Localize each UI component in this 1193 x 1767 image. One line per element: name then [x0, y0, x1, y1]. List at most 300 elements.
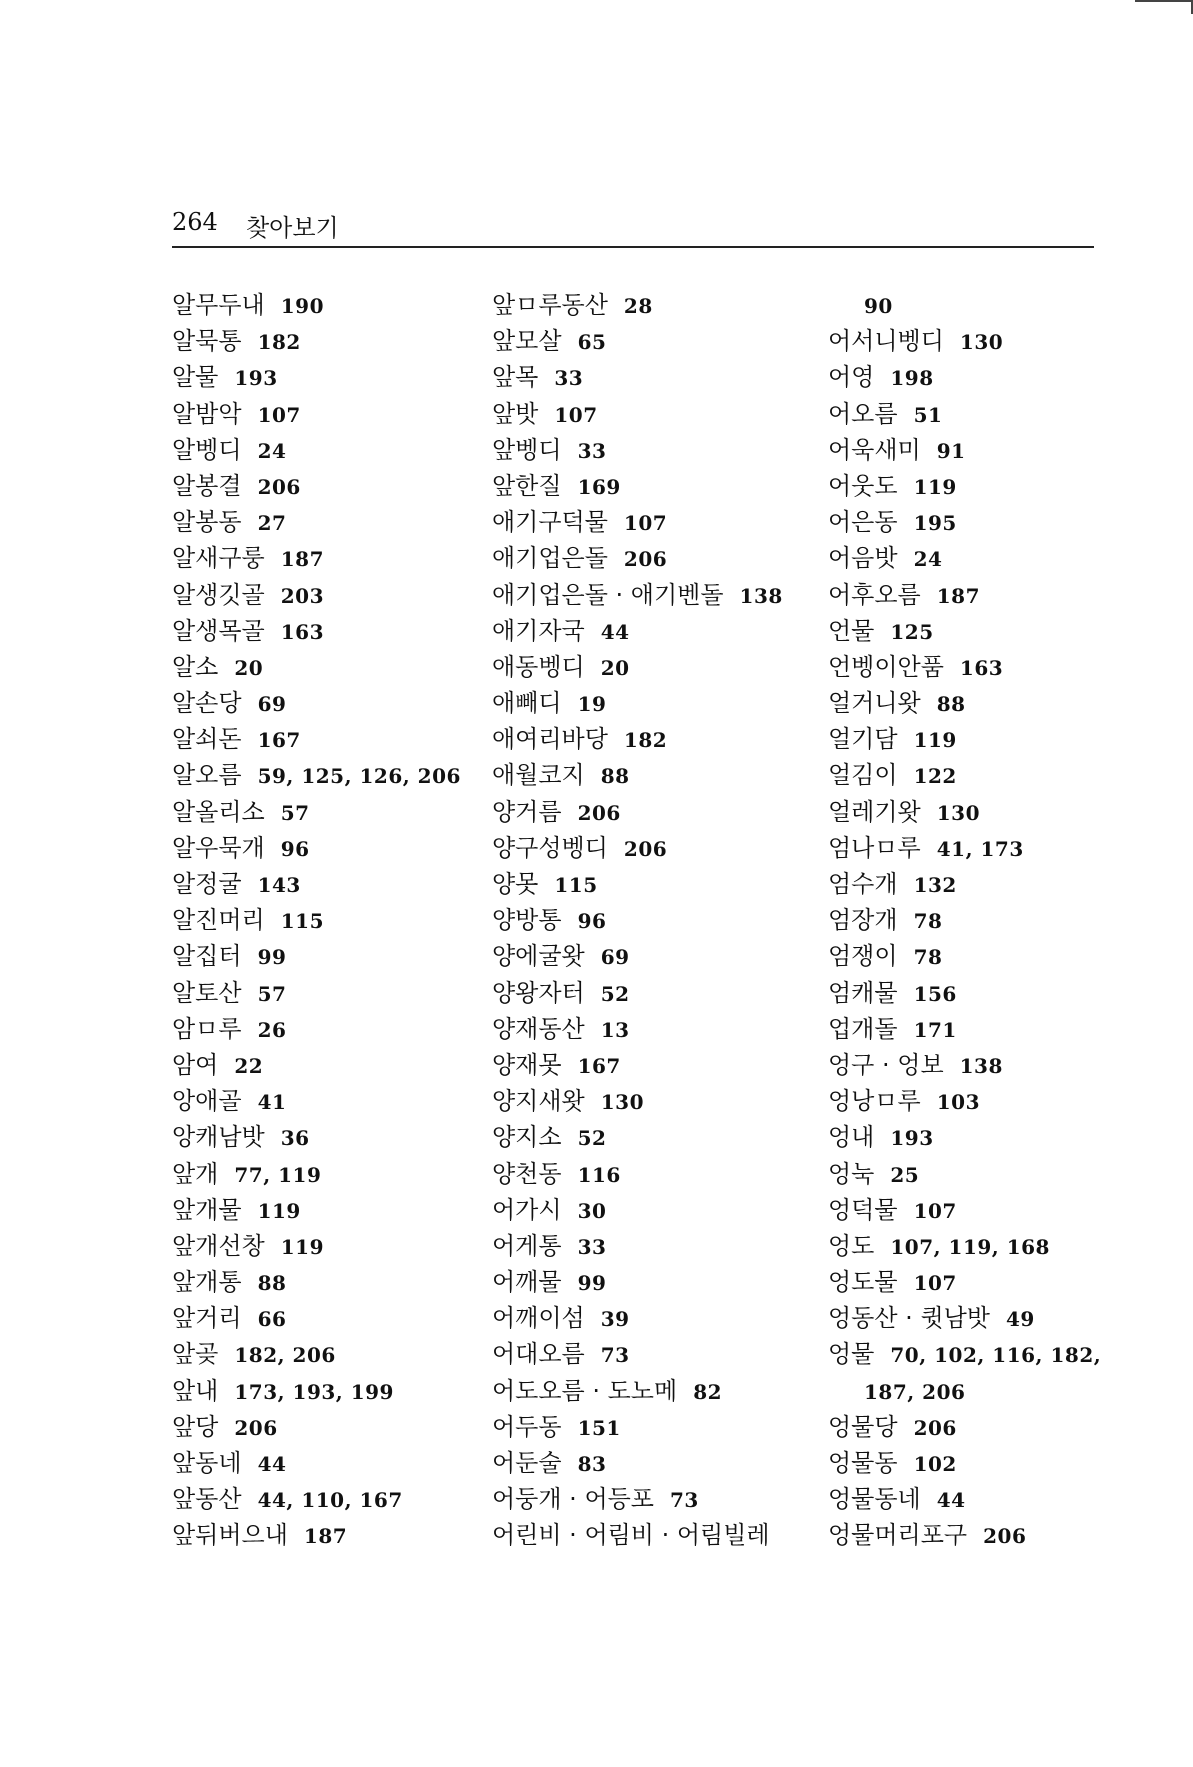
index-term: 어음밧	[828, 544, 898, 573]
index-entry	[492, 1481, 822, 1517]
index-entry	[172, 866, 482, 902]
index-term: 양왕자터	[492, 978, 585, 1007]
index-term: 엉물	[828, 1340, 875, 1369]
index-entry	[828, 721, 1128, 757]
index-page-numbers: 193	[890, 1126, 934, 1151]
index-term: 어도오름 · 도노메	[492, 1376, 678, 1405]
index-entry	[828, 649, 1128, 685]
index-page-numbers: 36	[280, 1126, 310, 1151]
index-page-numbers: 206	[257, 474, 301, 499]
index-page-numbers: 138	[959, 1053, 1003, 1078]
index-term: 알우묵개	[172, 833, 265, 862]
index-page-numbers: 90	[864, 294, 893, 318]
index-page-numbers: 83	[577, 1452, 607, 1476]
index-page-numbers: 82	[693, 1379, 723, 1404]
index-page-numbers: 19	[577, 692, 607, 717]
index-term: 어영	[828, 363, 875, 392]
index-page-numbers: 182	[257, 330, 301, 355]
index-term: 양재동산	[492, 1014, 585, 1043]
index-entry	[492, 1445, 822, 1481]
index-page-numbers: 27	[257, 511, 287, 536]
index-term: 업개돌	[828, 1014, 898, 1043]
index-entry	[492, 721, 822, 757]
index-term: 어웃도	[828, 471, 898, 500]
index-term: 앙캐남밧	[172, 1123, 265, 1152]
index-page-numbers: 77, 119	[234, 1162, 322, 1187]
index-term: 앞거리	[172, 1304, 242, 1333]
index-page-numbers: 28	[623, 294, 653, 318]
index-entry	[492, 1011, 822, 1047]
index-page-numbers: 49	[1006, 1307, 1035, 1332]
index-page-numbers: 33	[577, 438, 607, 463]
index-entry	[492, 1336, 822, 1372]
index-page-numbers: 44	[600, 619, 630, 644]
index-term: 알무두내	[172, 291, 265, 319]
index-term: 엄수개	[828, 870, 898, 898]
index-term: 어깨물	[492, 1268, 562, 1297]
index-entry	[492, 649, 822, 685]
index-term: 앞개물	[172, 1195, 242, 1224]
index-page-numbers: 59, 125, 126, 206	[257, 764, 461, 789]
index-page-numbers: 73	[670, 1488, 699, 1513]
index-entry	[172, 1011, 482, 1047]
index-term: 얼김이	[828, 761, 898, 790]
index-page-numbers: 20	[234, 655, 264, 680]
index-term: 어은동	[828, 508, 898, 537]
index-column-1	[172, 287, 482, 1554]
index-entry	[828, 287, 1128, 323]
index-entry	[172, 1119, 482, 1155]
index-term: 알진머리	[172, 906, 265, 935]
index-page-numbers: 57	[257, 981, 287, 1006]
index-entry	[492, 685, 822, 721]
index-entry	[492, 1083, 822, 1119]
index-entry	[828, 396, 1128, 432]
index-page-numbers: 88	[600, 764, 630, 789]
index-page-numbers: 24	[257, 438, 287, 463]
index-page-numbers: 20	[600, 655, 630, 680]
index-page-numbers: 182	[623, 728, 668, 753]
index-page-numbers: 130	[959, 330, 1004, 355]
index-entry	[492, 902, 822, 938]
index-page-numbers: 96	[577, 909, 607, 934]
index-entry	[172, 938, 482, 974]
index-column-2	[492, 287, 822, 1554]
index-term: 앙애골	[172, 1087, 242, 1116]
index-term: 엉물동네	[828, 1485, 921, 1514]
index-page-numbers: 73	[600, 1343, 630, 1368]
index-term: 어깨이섬	[492, 1304, 585, 1333]
index-term: 양못	[492, 870, 539, 898]
index-term: 어둥개 · 어등포	[492, 1485, 654, 1514]
index-entry	[828, 866, 1128, 902]
index-page-numbers: 206	[913, 1415, 957, 1440]
index-entry	[828, 830, 1128, 866]
index-term: 알밤악	[172, 399, 242, 428]
index-page-numbers: 187	[936, 583, 980, 608]
index-page-numbers: 203	[280, 583, 324, 608]
index-entry	[828, 1409, 1128, 1445]
index-term: 엉낭ㅁ루	[828, 1087, 921, 1116]
index-page-numbers: 69	[257, 692, 287, 717]
index-entry	[828, 1011, 1128, 1047]
index-page-numbers: 13	[600, 1017, 630, 1042]
index-term: 알새구룽	[172, 544, 265, 573]
index-term: 어둔술	[492, 1449, 562, 1477]
index-page-numbers: 119	[913, 728, 957, 753]
index-page-numbers: 163	[959, 655, 1004, 680]
index-entry	[828, 1481, 1128, 1517]
index-term: 어후오름	[828, 580, 921, 609]
index-entry	[492, 359, 822, 395]
index-term: 앞모살	[492, 327, 562, 356]
index-term: 엉내	[828, 1123, 875, 1152]
index-page-numbers: 119	[280, 1234, 324, 1259]
index-term: 알쇠돈	[172, 725, 242, 754]
index-term: 엉물당	[828, 1412, 898, 1441]
index-entry	[172, 1409, 482, 1445]
index-page-numbers: 125	[890, 619, 934, 644]
index-term: 엄나ㅁ루	[828, 833, 921, 862]
index-entry	[172, 975, 482, 1011]
page-number: 264	[172, 208, 218, 236]
index-page-numbers: 65	[577, 330, 607, 355]
index-entry	[172, 540, 482, 576]
index-entry	[492, 830, 822, 866]
index-term: 앞개선창	[172, 1231, 265, 1260]
index-page-numbers: 107	[554, 402, 598, 427]
index-entry	[172, 649, 482, 685]
index-entry	[828, 1517, 1128, 1553]
index-term: 애기구덕물	[492, 508, 608, 537]
index-term: 애여리바당	[492, 725, 608, 754]
index-term: 양천동	[492, 1159, 562, 1188]
index-page-numbers: 107	[913, 1271, 957, 1296]
index-page-numbers: 130	[600, 1090, 644, 1115]
index-entry	[492, 1264, 822, 1300]
index-entry	[172, 1373, 482, 1409]
index-term: 암ㅁ루	[172, 1014, 242, 1043]
index-entry	[828, 1228, 1128, 1264]
index-page-numbers: 102	[913, 1452, 957, 1476]
index-page-numbers: 206	[234, 1415, 278, 1440]
index-page-numbers: 190	[280, 294, 324, 318]
index-page-numbers: 39	[600, 1307, 630, 1332]
index-page-numbers: 44, 110, 167	[257, 1488, 403, 1513]
index-entry	[492, 1192, 822, 1228]
index-entry	[492, 938, 822, 974]
index-page-numbers: 91	[936, 438, 966, 463]
index-page-numbers: 88	[936, 692, 966, 717]
index-term: 엉도물	[828, 1268, 898, 1297]
index-term: 알묵통	[172, 327, 242, 356]
index-entry	[828, 1373, 1128, 1409]
index-term: 엉동산 · 큇남밧	[828, 1304, 990, 1333]
index-term: 알생깃골	[172, 580, 265, 609]
index-page-numbers: 187, 206	[864, 1379, 966, 1404]
index-page-numbers: 119	[913, 474, 957, 499]
index-term: 앞목	[492, 363, 539, 392]
index-term: 엉구 · 엉보	[828, 1050, 944, 1079]
index-term: 알벵디	[172, 435, 242, 464]
index-entry	[172, 396, 482, 432]
index-entry	[492, 794, 822, 830]
index-entry	[492, 468, 822, 504]
index-term: 애동벵디	[492, 652, 585, 681]
index-page-numbers: 78	[913, 945, 943, 970]
index-page-numbers: 41	[257, 1090, 287, 1115]
index-term: 엉물동	[828, 1449, 898, 1477]
index-page-numbers: 107	[257, 402, 301, 427]
index-entry	[172, 613, 482, 649]
index-term: 엉물머리포구	[828, 1521, 968, 1550]
index-page-numbers: 206	[983, 1524, 1027, 1549]
index-page-numbers: 107	[913, 1198, 957, 1223]
index-entry	[828, 1156, 1128, 1192]
index-term: 애기업은돌	[492, 544, 608, 573]
index-page-numbers: 107	[623, 511, 668, 536]
index-entry	[172, 1300, 482, 1336]
index-page-numbers: 78	[913, 909, 943, 934]
index-entry	[172, 685, 482, 721]
index-entry	[828, 1192, 1128, 1228]
index-entry	[172, 902, 482, 938]
index-page-numbers: 138	[739, 583, 783, 608]
index-entry	[172, 794, 482, 830]
index-term: 양구성벵디	[492, 833, 608, 862]
index-entry	[172, 577, 482, 613]
index-page-numbers: 163	[280, 619, 324, 644]
index-entry	[172, 1517, 482, 1553]
index-page-numbers: 115	[554, 873, 598, 897]
index-term: 알집터	[172, 942, 242, 971]
index-entry	[492, 323, 822, 359]
index-term: 앞동네	[172, 1449, 242, 1477]
index-page-numbers: 182, 206	[234, 1343, 336, 1368]
index-page-numbers: 26	[257, 1017, 287, 1042]
index-term: 얼거니왓	[828, 689, 921, 718]
index-entry	[172, 1481, 482, 1517]
index-page-numbers: 99	[577, 1271, 607, 1296]
index-entry	[172, 359, 482, 395]
index-entry	[492, 504, 822, 540]
index-entry	[172, 468, 482, 504]
index-term: 어린비 · 어림비 · 어림빌레	[492, 1521, 770, 1550]
index-term: 언물	[828, 616, 875, 645]
index-entry	[828, 1264, 1128, 1300]
index-page-numbers: 52	[600, 981, 630, 1006]
index-entry	[828, 504, 1128, 540]
index-entry	[828, 577, 1128, 613]
index-entry	[492, 613, 822, 649]
index-page-numbers: 30	[577, 1198, 607, 1223]
index-term: 알정굴	[172, 870, 242, 898]
index-page-numbers: 44	[257, 1452, 287, 1476]
index-term: 엄장개	[828, 906, 898, 935]
index-page-numbers: 173, 193, 199	[234, 1379, 394, 1404]
index-entry	[172, 1228, 482, 1264]
index-column-3	[828, 287, 1128, 1554]
index-term: 앞뒤버으내	[172, 1521, 288, 1550]
index-term: 양거름	[492, 797, 562, 826]
index-entry	[172, 1156, 482, 1192]
index-term: 앞ㅁ루동산	[492, 291, 608, 319]
index-term: 어두동	[492, 1412, 562, 1441]
index-entry	[828, 1047, 1128, 1083]
index-entry	[492, 1373, 822, 1409]
index-page-numbers: 22	[234, 1053, 264, 1078]
index-entry	[492, 866, 822, 902]
index-entry	[172, 1192, 482, 1228]
page-header	[172, 206, 1094, 248]
index-page-numbers: 143	[257, 873, 301, 897]
index-page-numbers: 44	[936, 1488, 966, 1513]
index-term: 앞곶	[172, 1340, 219, 1369]
index-page-numbers: 206	[623, 836, 668, 861]
index-entry	[828, 359, 1128, 395]
index-entry	[828, 685, 1128, 721]
index-entry	[492, 287, 822, 323]
index-entry	[492, 577, 822, 613]
index-entry	[172, 287, 482, 323]
index-term: 알봉결	[172, 471, 242, 500]
index-page-numbers: 187	[280, 547, 324, 572]
index-page-numbers: 52	[577, 1126, 607, 1151]
index-term: 어게통	[492, 1231, 562, 1260]
index-page-numbers: 156	[913, 981, 957, 1006]
index-entry	[172, 1047, 482, 1083]
index-page-numbers: 51	[913, 402, 943, 427]
index-entry	[828, 1119, 1128, 1155]
index-entry	[492, 757, 822, 793]
index-entry	[828, 323, 1128, 359]
index-term: 얼레기왓	[828, 797, 921, 826]
index-entry	[828, 432, 1128, 468]
index-page-numbers: 167	[257, 728, 301, 753]
index-term: 앞당	[172, 1412, 219, 1441]
index-entry	[492, 1047, 822, 1083]
index-term: 앞벵디	[492, 435, 562, 464]
index-page-numbers: 88	[257, 1271, 287, 1296]
index-entry	[828, 1445, 1128, 1481]
index-entry	[492, 432, 822, 468]
index-term: 알토산	[172, 978, 242, 1007]
index-term: 앞개통	[172, 1268, 242, 1297]
index-entry	[828, 902, 1128, 938]
index-term: 어대오름	[492, 1340, 585, 1369]
index-term: 앞동산	[172, 1485, 242, 1514]
index-term: 알물	[172, 363, 219, 392]
running-title: 찾아보기	[246, 214, 339, 242]
index-term: 어욱새미	[828, 435, 921, 464]
page-edge-mark	[1135, 0, 1193, 14]
index-entry	[828, 1336, 1128, 1372]
index-entry	[172, 1336, 482, 1372]
index-term: 앞내	[172, 1376, 219, 1405]
index-term: 양재못	[492, 1050, 562, 1079]
index-entry	[172, 504, 482, 540]
index-term: 알소	[172, 652, 219, 681]
index-term: 암여	[172, 1050, 219, 1079]
index-entry	[172, 1264, 482, 1300]
index-term: 양지소	[492, 1123, 562, 1152]
index-entry	[828, 938, 1128, 974]
index-term: 애월코지	[492, 761, 585, 790]
index-page-numbers: 116	[577, 1162, 621, 1187]
index-term: 어서니벵디	[828, 327, 944, 356]
index-entry	[172, 1083, 482, 1119]
index-page-numbers: 171	[913, 1017, 957, 1042]
index-entry	[172, 432, 482, 468]
index-entry	[172, 323, 482, 359]
index-entry	[828, 975, 1128, 1011]
index-page-numbers: 103	[936, 1090, 980, 1115]
index-term: 앞한질	[492, 471, 562, 500]
index-page-numbers: 115	[280, 909, 324, 934]
index-page-numbers: 193	[234, 366, 278, 391]
index-term: 알올리소	[172, 797, 265, 826]
index-term: 양방통	[492, 906, 562, 935]
index-term: 앞밧	[492, 399, 539, 428]
index-term: 애빼디	[492, 689, 562, 718]
index-entry	[492, 1228, 822, 1264]
index-term: 양지새왓	[492, 1087, 585, 1116]
index-page-numbers: 33	[554, 366, 584, 391]
index-entry	[828, 1083, 1128, 1119]
index-entry	[492, 540, 822, 576]
index-page-numbers: 130	[936, 800, 980, 825]
index-entry	[828, 468, 1128, 504]
index-term: 언벵이안품	[828, 652, 944, 681]
index-entry	[828, 613, 1128, 649]
index-entry	[492, 1517, 822, 1553]
index-term: 알생목골	[172, 616, 265, 645]
index-entry	[172, 1445, 482, 1481]
index-term: 양에굴왓	[492, 942, 585, 971]
index-page-numbers: 33	[577, 1234, 607, 1259]
index-term: 얼기담	[828, 725, 898, 754]
index-term: 앞개	[172, 1159, 219, 1188]
index-page-numbers: 198	[890, 366, 934, 391]
index-term: 알봉동	[172, 508, 242, 537]
index-entry	[172, 721, 482, 757]
index-page-numbers: 96	[280, 836, 310, 861]
index-term: 엉덕물	[828, 1195, 898, 1224]
index-entry	[828, 540, 1128, 576]
index-page-numbers: 57	[280, 800, 310, 825]
index-page-numbers: 69	[600, 945, 630, 970]
index-page-numbers: 70, 102, 116, 182,	[890, 1343, 1102, 1368]
index-page-numbers: 99	[257, 945, 287, 970]
index-entry	[828, 794, 1128, 830]
index-page-numbers: 206	[623, 547, 668, 572]
index-entry	[172, 830, 482, 866]
index-term: 애기자국	[492, 616, 585, 645]
index-entry	[492, 1409, 822, 1445]
index-page-numbers: 169	[577, 474, 621, 499]
index-page-numbers: 24	[913, 547, 943, 572]
index-entry	[492, 396, 822, 432]
index-page-numbers: 119	[257, 1198, 301, 1223]
index-entry	[828, 757, 1128, 793]
index-term: 애기업은돌 · 애기벤돌	[492, 580, 724, 609]
index-term: 엄쟁이	[828, 942, 898, 971]
index-page-numbers: 187	[303, 1524, 348, 1549]
index-page-numbers: 25	[890, 1162, 920, 1187]
index-entry	[172, 757, 482, 793]
index-entry	[828, 1300, 1128, 1336]
index-entry	[492, 1119, 822, 1155]
